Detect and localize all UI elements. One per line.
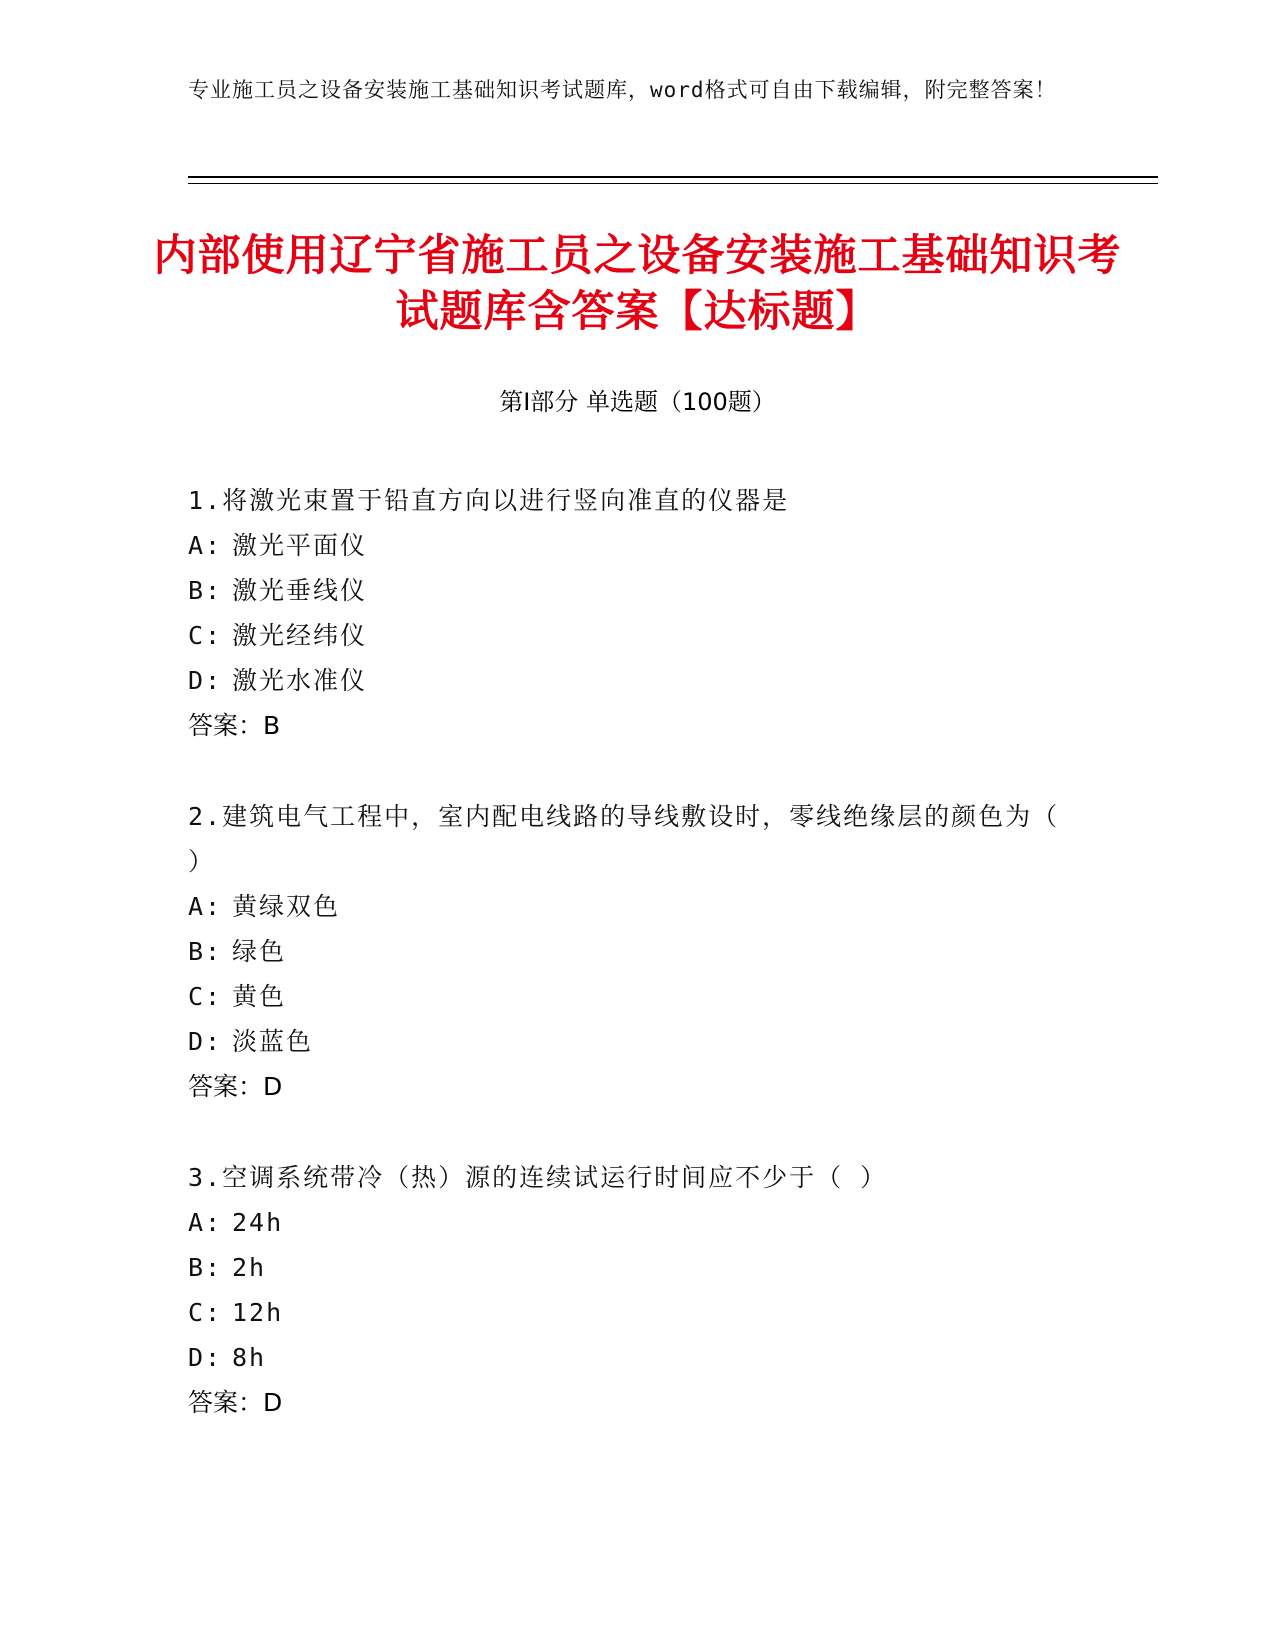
option-key: A:: [188, 892, 223, 921]
option-d: [188, 658, 1068, 703]
option-text: 激光经纬仪: [232, 621, 368, 650]
question-list: [188, 478, 1068, 1471]
option-key: C:: [188, 621, 223, 650]
header-note: 专业施工员之设备安装施工基础知识考试题库，word格式可自由下载编辑，附完整答案！: [188, 78, 1057, 102]
option-text: 绿色: [232, 937, 287, 966]
section-heading: 第Ⅰ部分 单选题（100题）: [499, 388, 776, 416]
option-text: 黄色: [232, 982, 287, 1011]
option-a: [188, 884, 1068, 929]
header-divider-thin: [188, 183, 1158, 184]
option-a: [188, 523, 1068, 568]
option-d: [188, 1335, 1068, 1380]
option-key: D:: [188, 1027, 223, 1056]
answer-line: 答案：B: [188, 711, 281, 740]
option-key: D:: [188, 666, 223, 695]
option-key: B:: [188, 937, 223, 966]
option-key: B:: [188, 1253, 223, 1282]
option-text: 2h: [232, 1253, 267, 1282]
document-title: 内部使用辽宁省施工员之设备安装施工基础知识考试题库含答案【达标题】: [153, 231, 1122, 337]
option-text: 激光垂线仪: [232, 576, 368, 605]
option-a: [188, 1200, 1068, 1245]
question-2: [188, 794, 1068, 1109]
option-c: [188, 613, 1068, 658]
question-stem: 1.将激光束置于铅直方向以进行竖向准直的仪器是: [188, 486, 790, 515]
option-key: C:: [188, 1298, 223, 1327]
question-stem: 2.建筑电气工程中，室内配电线路的导线敷设时，零线绝缘层的颜色为（ ）: [188, 802, 1060, 876]
option-text: 8h: [232, 1343, 267, 1372]
question-1: [188, 478, 1068, 748]
option-text: 激光平面仪: [232, 531, 368, 560]
header-divider-thick: [188, 176, 1158, 178]
answer-line: 答案：D: [188, 1072, 283, 1101]
option-b: [188, 929, 1068, 974]
option-key: A:: [188, 531, 223, 560]
option-c: [188, 1290, 1068, 1335]
option-b: [188, 568, 1068, 613]
option-key: B:: [188, 576, 223, 605]
question-stem: 3.空调系统带冷（热）源的连续试运行时间应不少于（ ）: [188, 1163, 888, 1192]
option-text: 激光水准仪: [232, 666, 368, 695]
option-text: 24h: [232, 1208, 284, 1237]
option-text: 淡蓝色: [232, 1027, 314, 1056]
question-3: [188, 1155, 1068, 1425]
option-text: 黄绿双色: [232, 892, 341, 921]
option-c: [188, 974, 1068, 1019]
option-key: C:: [188, 982, 223, 1011]
option-b: [188, 1245, 1068, 1290]
option-d: [188, 1019, 1068, 1064]
answer-line: 答案：D: [188, 1388, 283, 1417]
option-key: A:: [188, 1208, 223, 1237]
option-text: 12h: [232, 1298, 284, 1327]
option-key: D:: [188, 1343, 223, 1372]
